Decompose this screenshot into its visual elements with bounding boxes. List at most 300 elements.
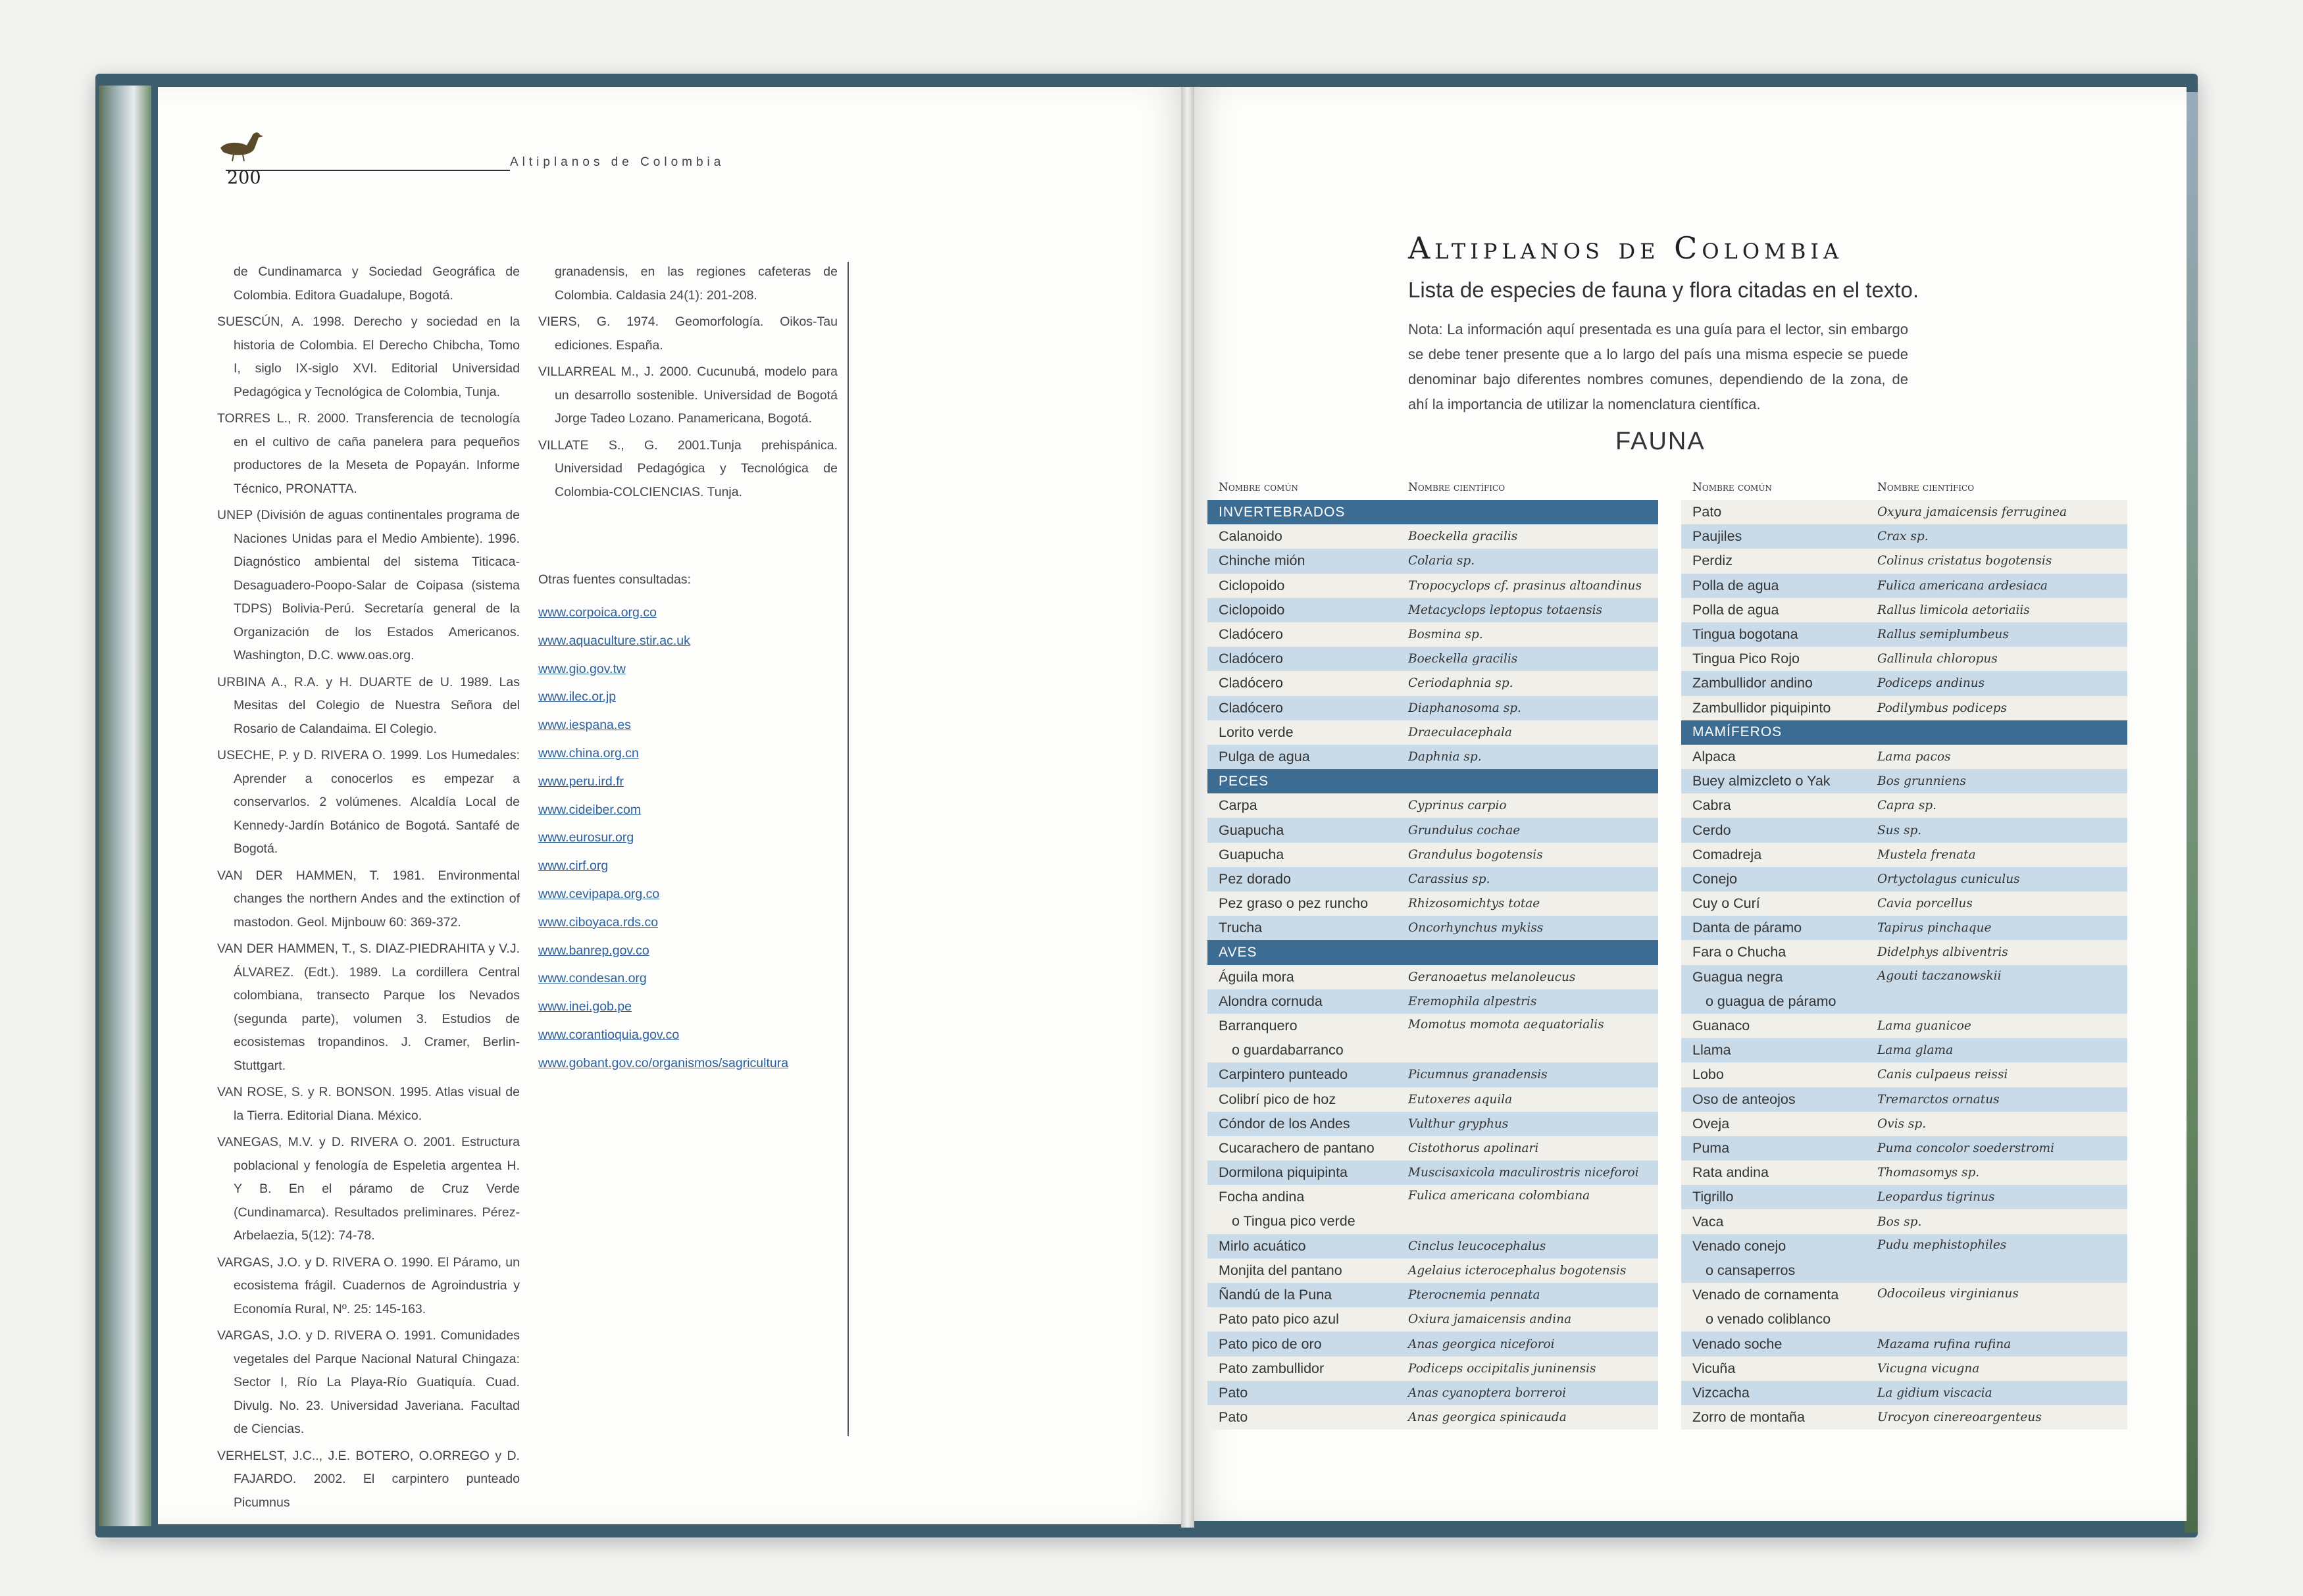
common-name-line: o cansaperros bbox=[1706, 1262, 1796, 1278]
common-name bbox=[1207, 1311, 1408, 1328]
common-name bbox=[1681, 944, 1877, 960]
section-heading: FAUNA bbox=[1615, 428, 1706, 455]
common-name bbox=[1681, 602, 1877, 618]
references-column-2 bbox=[538, 261, 838, 507]
source-link[interactable]: www.china.org.cn bbox=[538, 745, 639, 761]
common-name bbox=[1681, 920, 1877, 936]
common-name bbox=[1681, 651, 1877, 667]
cover-edge bbox=[2185, 92, 2198, 1533]
common-name-line: Colibrí pico de hoz bbox=[1219, 1091, 1336, 1107]
reference-entry: VARGAS, J.O. y D. RIVERA O. 1990. El Páramo, un ecosistema frágil. Cuadernos de Agroindustria y Economía Rural, Nº. 25: 145-163. bbox=[217, 1255, 520, 1316]
common-name-line: Venado conejo bbox=[1692, 1237, 1786, 1254]
reference-entry: VILLARREAL M., J. 2000. Cucunubá, modelo para un desarrollo sostenible. Universidad de Bogotá Jorge Tadeo Lozano. Panamericana, Bogotá. bbox=[538, 364, 838, 426]
scientific-name: Podiceps occipitalis juninensis bbox=[1408, 1361, 1596, 1376]
scientific-name: Momotus momota aequatorialis bbox=[1408, 1017, 1604, 1032]
common-name-line: Calanoido bbox=[1219, 528, 1282, 545]
table-row bbox=[1681, 745, 2127, 769]
common-name bbox=[1681, 553, 1877, 569]
source-link[interactable]: www.condesan.org bbox=[538, 971, 647, 986]
common-name bbox=[1207, 1185, 1408, 1234]
table-row bbox=[1681, 622, 2127, 647]
common-name bbox=[1207, 993, 1408, 1010]
column-header-scientific: Nombre científico bbox=[1408, 481, 1506, 494]
table-row bbox=[1207, 720, 1658, 745]
reference-entry: VAN DER HAMMEN, T. 1981. Environmental changes the northern Andes and the extinction of mastodon. Geol. Mijnbouw 60: 369-372. bbox=[217, 868, 520, 930]
scientific-name: Mazama rufina rufina bbox=[1877, 1337, 2012, 1351]
table-row bbox=[1207, 1160, 1658, 1185]
table-row bbox=[1681, 1332, 2127, 1356]
common-name bbox=[1681, 1091, 1877, 1108]
common-name bbox=[1207, 969, 1408, 985]
source-link[interactable]: www.ilec.or.jp bbox=[538, 689, 617, 705]
table-row bbox=[1207, 1062, 1658, 1087]
sources-list bbox=[538, 599, 788, 1078]
common-name-line: Polla de agua bbox=[1692, 577, 1779, 593]
common-name-line: Focha andina bbox=[1219, 1189, 1305, 1205]
common-name-line: Llama bbox=[1692, 1042, 1731, 1059]
common-name-line: Fara o Chucha bbox=[1692, 944, 1786, 960]
common-name-line: Dormilona piquipinta bbox=[1219, 1164, 1348, 1181]
table-row bbox=[1681, 647, 2127, 671]
table-row bbox=[1207, 1259, 1658, 1283]
common-name bbox=[1207, 578, 1408, 594]
common-name-line: Carpa bbox=[1219, 797, 1257, 814]
table-row bbox=[1681, 867, 2127, 891]
table-row bbox=[1207, 891, 1658, 916]
scientific-name: Ceriodaphnia sp. bbox=[1408, 676, 1513, 691]
common-name-line: Cladócero bbox=[1219, 675, 1283, 691]
scientific-name: Canis culpaeus reissi bbox=[1877, 1068, 2008, 1082]
scientific-name: Boeckella gracilis bbox=[1408, 652, 1518, 666]
common-name bbox=[1207, 724, 1408, 741]
book-gutter bbox=[1181, 87, 1194, 1528]
references-column-1 bbox=[217, 261, 520, 1518]
page-subtitle: Lista de especies de fauna y flora citadas en el texto. bbox=[1408, 278, 1919, 302]
common-name-line: Alondra cornuda bbox=[1219, 993, 1323, 1009]
table-row bbox=[1207, 1087, 1658, 1112]
common-name-line: Mirlo acuático bbox=[1219, 1237, 1306, 1254]
common-name bbox=[1207, 553, 1408, 569]
common-name bbox=[1207, 1409, 1408, 1426]
scientific-name: Cinclus leucocephalus bbox=[1408, 1239, 1546, 1253]
common-name bbox=[1207, 528, 1408, 545]
table-row bbox=[1681, 1283, 2127, 1332]
scientific-name: Picumnus granadensis bbox=[1408, 1068, 1548, 1082]
common-name bbox=[1207, 1238, 1408, 1255]
common-name-line: o guagua de páramo bbox=[1706, 993, 1836, 1009]
table-row bbox=[1681, 1357, 2127, 1381]
scientific-name: Metacyclops leptopus totaensis bbox=[1408, 603, 1603, 617]
common-name bbox=[1681, 1164, 1877, 1181]
table-row bbox=[1207, 1381, 1658, 1405]
scientific-name: Fulica americana ardesiaca bbox=[1877, 578, 2048, 593]
scientific-name: Geranoaetus melanoleucus bbox=[1408, 970, 1576, 984]
common-name-line: Lobo bbox=[1692, 1066, 1724, 1083]
category-row bbox=[1681, 720, 2127, 745]
table-row bbox=[1681, 524, 2127, 549]
common-name-line: Carpintero punteado bbox=[1219, 1066, 1348, 1083]
common-name-line: Tigrillo bbox=[1692, 1189, 1734, 1205]
reference-entry: VARGAS, J.O. y D. RIVERA O. 1991. Comunidades vegetales del Parque Nacional Natural Chingaza: Sector I, Río La Playa-Río Guatiquía. Cuad. Divulg. No. 23. Universidad Javeriana. Facultad de Ciencias. bbox=[217, 1328, 520, 1436]
common-name bbox=[1207, 626, 1408, 643]
common-name bbox=[1207, 920, 1408, 936]
common-name bbox=[1207, 1140, 1408, 1157]
source-link[interactable]: www.iespana.es bbox=[538, 718, 631, 733]
scientific-name: Oxyura jamaicensis ferruginea bbox=[1877, 505, 2067, 520]
scientific-name: Cistothorus apolinari bbox=[1408, 1141, 1539, 1155]
common-name-line: o venado coliblanco bbox=[1706, 1311, 1831, 1328]
common-name bbox=[1681, 1042, 1877, 1059]
common-name-line: Ñandú de la Puna bbox=[1219, 1287, 1332, 1303]
table-row bbox=[1681, 891, 2127, 916]
source-link[interactable]: www.corpoica.org.co bbox=[538, 605, 657, 620]
table-row bbox=[1681, 769, 2127, 793]
scientific-name: Colinus cristatus bogotensis bbox=[1877, 554, 2052, 568]
table-row bbox=[1207, 622, 1658, 647]
table-row bbox=[1681, 916, 2127, 940]
scientific-name: Boeckella gracilis bbox=[1408, 530, 1518, 544]
scientific-name: Oxiura jamaicensis andina bbox=[1408, 1312, 1572, 1327]
common-name bbox=[1681, 1066, 1877, 1083]
scientific-name: Diaphanosoma sp. bbox=[1408, 701, 1521, 715]
table-row bbox=[1207, 1357, 1658, 1381]
common-name bbox=[1207, 749, 1408, 765]
table-row bbox=[1681, 574, 2127, 598]
source-link[interactable]: www.gobant.gov.co/organismos/sagricultura bbox=[538, 1055, 789, 1070]
scientific-name: Anas georgica spinicauda bbox=[1408, 1410, 1567, 1425]
table-row bbox=[1681, 1014, 2127, 1038]
common-name-line: Rata andina bbox=[1692, 1164, 1769, 1181]
scientific-name: Cyprinus carpio bbox=[1408, 799, 1507, 813]
table-row bbox=[1207, 1185, 1658, 1234]
common-name-line: Zorro de montaña bbox=[1692, 1409, 1805, 1426]
scientific-name: Muscisaxicola maculirostris niceforoi bbox=[1408, 1166, 1639, 1180]
table-row bbox=[1681, 818, 2127, 842]
common-name-line: Zambullidor piquipinto bbox=[1692, 699, 1831, 716]
table-row bbox=[1681, 1381, 2127, 1405]
common-name-line: Monjita del pantano bbox=[1219, 1262, 1342, 1278]
common-name-line: Chinche mión bbox=[1219, 553, 1305, 569]
common-name-line: Pulga de agua bbox=[1219, 748, 1310, 764]
table-row bbox=[1207, 843, 1658, 867]
common-name bbox=[1207, 602, 1408, 618]
scientific-name: Odocoileus virginianus bbox=[1877, 1287, 2019, 1301]
common-name bbox=[1681, 895, 1877, 912]
common-name bbox=[1681, 965, 1877, 1014]
scientific-name: Eremophila alpestris bbox=[1408, 994, 1537, 1009]
scientific-name: Tropocyclops cf. prasinus altoandinus bbox=[1408, 578, 1642, 593]
common-name-line: Guagua negra bbox=[1692, 968, 1783, 985]
reference-entry: VERHELST, J.C.., J.E. BOTERO, O.ORREGO y D. FAJARDO. 2002. El carpintero punteado Picumnus bbox=[217, 1448, 520, 1510]
source-link[interactable]: www.cirf.org bbox=[538, 859, 609, 874]
common-name bbox=[1207, 822, 1408, 839]
common-name-line: Paujiles bbox=[1692, 528, 1742, 545]
common-name bbox=[1207, 1066, 1408, 1083]
scientific-name: Lama glama bbox=[1877, 1043, 1954, 1058]
table-row bbox=[1681, 671, 2127, 695]
table-row bbox=[1681, 696, 2127, 720]
common-name-line: Venado soche bbox=[1692, 1335, 1783, 1352]
table-header bbox=[1681, 475, 2127, 500]
scientific-name: Leopardus tigrinus bbox=[1877, 1190, 1995, 1205]
common-name bbox=[1681, 1234, 1877, 1283]
page-title: Altiplanos de Colombia bbox=[1408, 230, 1844, 266]
scientific-name: Vulthur gryphus bbox=[1408, 1116, 1509, 1131]
table-row bbox=[1681, 1185, 2127, 1209]
source-link[interactable]: www.banrep.gov.co bbox=[538, 943, 649, 958]
reference-entry: USECHE, P. y D. RIVERA O. 1999. Los Humedales: Aprender a conocerlos es empezar a conservarlos. 2 volúmenes. Alcaldía Local de Kennedy-Jardín Botánico de Bogotá. Santafé de Bogotá. bbox=[217, 748, 520, 856]
scientific-name: Bosmina sp. bbox=[1408, 628, 1483, 642]
table-row bbox=[1207, 1112, 1658, 1136]
table-row bbox=[1207, 1014, 1658, 1062]
table-row bbox=[1207, 1283, 1658, 1307]
source-link[interactable]: www.inei.gob.pe bbox=[538, 999, 632, 1014]
reference-entry: VIERS, G. 1974. Geomorfología. Oikos-Tau ediciones. España. bbox=[538, 314, 838, 353]
scientific-name: Draeculacephala bbox=[1408, 725, 1512, 739]
source-link[interactable]: www.gio.gov.tw bbox=[538, 661, 626, 676]
common-name-line: Ciclopoido bbox=[1219, 601, 1285, 618]
scientific-name: Carassius sp. bbox=[1408, 872, 1490, 886]
scientific-name: Bos sp. bbox=[1877, 1214, 1922, 1229]
table-row bbox=[1207, 965, 1658, 989]
common-name-line: Vaca bbox=[1692, 1213, 1724, 1230]
reference-entry: VILLATE S., G. 2001.Tunja prehispánica. Universidad Pedagógica y Tecnológica de Colombia-COLCIENCIAS. Tunja. bbox=[538, 437, 838, 499]
source-link[interactable]: www.peru.ird.fr bbox=[538, 774, 624, 789]
scientific-name: Crax sp. bbox=[1877, 530, 1929, 544]
table-row bbox=[1681, 549, 2127, 573]
common-name bbox=[1681, 797, 1877, 814]
species-table-1 bbox=[1207, 475, 1658, 1430]
scientific-name: Gallinula chloropus bbox=[1877, 652, 1998, 666]
common-name bbox=[1207, 1014, 1408, 1062]
category-label: PECES bbox=[1219, 773, 1269, 789]
column-rule bbox=[848, 262, 849, 1436]
common-name-line: Águila mora bbox=[1219, 968, 1294, 985]
common-name bbox=[1681, 1116, 1877, 1132]
reference-entry: URBINA A., R.A. y H. DUARTE de U. 1989. Las Mesitas del Colegio de Nuestra Señora del Rosario de Calandaima. El Colegio. bbox=[217, 674, 520, 736]
common-name-line: Guapucha bbox=[1219, 822, 1284, 838]
scientific-name: La gidium viscacia bbox=[1877, 1385, 1992, 1400]
scientific-name: Pudu mephistophiles bbox=[1877, 1237, 2007, 1252]
scientific-name: Pterocnemia pennata bbox=[1408, 1288, 1540, 1303]
common-name bbox=[1207, 1360, 1408, 1377]
common-name bbox=[1681, 847, 1877, 863]
common-name bbox=[1681, 1360, 1877, 1377]
scientific-name: Cavia porcellus bbox=[1877, 897, 1973, 911]
common-name bbox=[1207, 1385, 1408, 1401]
table-row bbox=[1681, 1112, 2127, 1136]
common-name bbox=[1207, 1164, 1408, 1181]
common-name-line: Oso de anteojos bbox=[1692, 1091, 1796, 1107]
table-row bbox=[1681, 1209, 2127, 1234]
common-name-line: Venado de cornamenta bbox=[1692, 1287, 1839, 1303]
common-name-line: Cóndor de los Andes bbox=[1219, 1115, 1350, 1132]
common-name bbox=[1681, 675, 1877, 691]
table-row bbox=[1681, 500, 2127, 524]
common-name-line: Conejo bbox=[1692, 870, 1738, 887]
page-edges bbox=[99, 86, 151, 1526]
table-row bbox=[1207, 1405, 1658, 1430]
common-name-line: Cucarachero de pantano bbox=[1219, 1139, 1375, 1156]
scientific-name: Mustela frenata bbox=[1877, 847, 1976, 862]
table-row bbox=[1207, 867, 1658, 891]
scientific-name: Lama pacos bbox=[1877, 749, 1951, 764]
table-row bbox=[1207, 989, 1658, 1014]
common-name bbox=[1681, 1336, 1877, 1353]
table-row bbox=[1207, 916, 1658, 940]
source-link[interactable]: www.ciboyaca.rds.co bbox=[538, 914, 659, 930]
common-name-line: Buey almizcleto o Yak bbox=[1692, 773, 1831, 789]
table-row bbox=[1681, 1087, 2127, 1112]
page-number: 200 bbox=[227, 168, 261, 188]
common-name-line: Alpaca bbox=[1692, 748, 1736, 764]
common-name-line: Pato bbox=[1219, 1409, 1248, 1426]
column-header-scientific: Nombre científico bbox=[1877, 481, 1975, 494]
common-name-line: o Tingua pico verde bbox=[1232, 1213, 1355, 1230]
table-row bbox=[1207, 1307, 1658, 1332]
scientific-name: Anas cyanoptera borreroi bbox=[1408, 1385, 1567, 1400]
scientific-name: Rallus limicola aetoriaiis bbox=[1877, 603, 2030, 617]
table-row bbox=[1207, 574, 1658, 598]
table-row bbox=[1207, 696, 1658, 720]
common-name bbox=[1207, 847, 1408, 863]
common-name-line: Cladócero bbox=[1219, 651, 1283, 667]
common-name-line: Vicuña bbox=[1692, 1360, 1736, 1376]
scientific-name: Oncorhynchus mykiss bbox=[1408, 921, 1544, 935]
common-name bbox=[1681, 1409, 1877, 1426]
table-row bbox=[1207, 1332, 1658, 1356]
table-row bbox=[1681, 940, 2127, 964]
common-name-line: Cladócero bbox=[1219, 699, 1283, 716]
common-name bbox=[1681, 749, 1877, 765]
table-row bbox=[1681, 1234, 2127, 1283]
scientific-name: Tremarctos ornatus bbox=[1877, 1092, 2000, 1107]
common-name-line: Pez dorado bbox=[1219, 870, 1291, 887]
table-row bbox=[1681, 1062, 2127, 1087]
table-row bbox=[1207, 818, 1658, 842]
scientific-name: Daphnia sp. bbox=[1408, 749, 1482, 764]
common-name-line: Vizcacha bbox=[1692, 1384, 1750, 1401]
common-name bbox=[1681, 504, 1877, 520]
table-row bbox=[1207, 647, 1658, 671]
scientific-name: Vicugna vicugna bbox=[1877, 1361, 1980, 1376]
common-name bbox=[1681, 1385, 1877, 1401]
source-link[interactable]: www.cevipapa.org.co bbox=[538, 886, 660, 901]
table-row bbox=[1207, 598, 1658, 622]
reference-entry: UNEP (División de aguas continentales programa de Naciones Unidas para el Medio Ambiente). 1996. Diagnóstico ambiental del sistema Titicaca-Desaguadero-Poopo-Salar de Coipasa (sistema TDPS) Bolivia-Perú. Secretaría general de la Organización de los Estados Americanos. Washington, D.C. www.oas.org. bbox=[217, 508, 520, 662]
scientific-name: Urocyon cinereoargenteus bbox=[1877, 1410, 2042, 1425]
table-row bbox=[1681, 1136, 2127, 1160]
common-name-line: Cuy o Curí bbox=[1692, 895, 1760, 912]
scientific-name: Podiceps andinus bbox=[1877, 676, 1985, 691]
table-row bbox=[1681, 1160, 2127, 1185]
table-row bbox=[1681, 1405, 2127, 1430]
common-name bbox=[1207, 797, 1408, 814]
table-row bbox=[1207, 1136, 1658, 1160]
common-name-line: Zambullidor andino bbox=[1692, 675, 1813, 691]
scientific-name: Colaria sp. bbox=[1408, 554, 1475, 568]
scientific-name: Grundulus cochae bbox=[1408, 823, 1521, 837]
source-link[interactable]: www.corantioquia.gov.co bbox=[538, 1027, 680, 1042]
sources-title: Otras fuentes consultadas: bbox=[538, 572, 691, 587]
common-name bbox=[1207, 1287, 1408, 1303]
source-link[interactable]: www.eurosur.org bbox=[538, 830, 634, 845]
common-name-line: Tingua bogotana bbox=[1692, 626, 1798, 643]
scientific-name: Rhizosomichtys totae bbox=[1408, 897, 1540, 911]
common-name bbox=[1207, 700, 1408, 716]
table-header bbox=[1207, 475, 1658, 500]
common-name-line: Pato pato pico azul bbox=[1219, 1311, 1339, 1328]
table-row bbox=[1681, 598, 2127, 622]
column-header-common: Nombre común bbox=[1692, 481, 1772, 494]
common-name bbox=[1681, 1214, 1877, 1230]
reference-entry: VANEGAS, M.V. y D. RIVERA O. 2001. Estructura poblacional y fenología de Espeletia argentea H. Y B. En el páramo de Cruz Verde (Cundinamarca). Resultados preliminares. Pérez-Arbelaezia, 5(12): 74-78. bbox=[217, 1135, 520, 1243]
source-link[interactable]: www.cideiber.com bbox=[538, 802, 642, 817]
table-row bbox=[1681, 793, 2127, 818]
common-name bbox=[1681, 1189, 1877, 1205]
duck-logo-icon bbox=[214, 122, 266, 162]
scientific-name: Ortyctolagus cuniculus bbox=[1877, 872, 2020, 886]
common-name bbox=[1207, 1262, 1408, 1279]
scientific-name: Fulica americana colombiana bbox=[1408, 1189, 1590, 1203]
scientific-name: Capra sp. bbox=[1877, 799, 1936, 813]
common-name-line: Danta de páramo bbox=[1692, 920, 1802, 936]
reference-entry: granadensis, en las regiones cafeteras de Colombia. Caldasia 24(1): 201-208. bbox=[555, 264, 838, 303]
common-name bbox=[1207, 871, 1408, 887]
common-name-line: Lorito verde bbox=[1219, 724, 1294, 740]
common-name-line: Guanaco bbox=[1692, 1018, 1750, 1034]
scientific-name: Anas georgica niceforoi bbox=[1408, 1337, 1555, 1351]
common-name-line: Perdiz bbox=[1692, 553, 1733, 569]
scientific-name: Sus sp. bbox=[1877, 823, 1922, 837]
common-name bbox=[1681, 528, 1877, 545]
common-name-line: Ciclopoido bbox=[1219, 577, 1285, 593]
common-name bbox=[1681, 578, 1877, 594]
table-row bbox=[1681, 965, 2127, 1014]
common-name-line: Pato pico de oro bbox=[1219, 1335, 1322, 1352]
scientific-name: Ovis sp. bbox=[1877, 1116, 1927, 1131]
scientific-name: Puma concolor soederstromi bbox=[1877, 1141, 2055, 1155]
page-note: Nota: La información aquí presentada es una guía para el lector, sin embargo se debe tener presente que a lo largo del país una misma especie se puede denominar bajo diferentes nombres comunes, dependiendo de la zona, de ahí la importancia de utilizar la nomenclatura científica. bbox=[1408, 321, 1908, 412]
common-name-line: Cladócero bbox=[1219, 626, 1283, 643]
running-head: Altiplanos de Colombia bbox=[510, 155, 725, 169]
table-row bbox=[1207, 793, 1658, 818]
scientific-name: Agouti taczanowskii bbox=[1877, 968, 2002, 983]
common-name-line: Pato bbox=[1219, 1384, 1248, 1401]
common-name-line: Trucha bbox=[1219, 920, 1263, 936]
table-row bbox=[1681, 843, 2127, 867]
table-row bbox=[1207, 1234, 1658, 1259]
common-name bbox=[1207, 1116, 1408, 1132]
common-name-line: Cerdo bbox=[1692, 822, 1731, 838]
scientific-name: Lama guanicoe bbox=[1877, 1019, 1971, 1034]
common-name bbox=[1681, 773, 1877, 789]
common-name-line: Comadreja bbox=[1692, 846, 1762, 862]
source-link[interactable]: www.aquaculture.stir.ac.uk bbox=[538, 633, 690, 648]
common-name-line: Cabra bbox=[1692, 797, 1731, 814]
common-name bbox=[1681, 700, 1877, 716]
category-label: INVERTEBRADOS bbox=[1219, 504, 1346, 520]
reference-entry: SUESCÚN, A. 1998. Derecho y sociedad en la historia de Colombia. El Derecho Chibcha, Tomo I, siglo IX-siglo XVI. Editorial Universidad Pedagógica y Tecnológica de Colombia, Tunja. bbox=[217, 314, 520, 399]
category-label: MAMÍFEROS bbox=[1692, 724, 1783, 740]
scientific-name: Thomasomys sp. bbox=[1877, 1166, 1980, 1180]
scientific-name: Podilymbus podiceps bbox=[1877, 701, 2008, 715]
common-name-line: Oveja bbox=[1692, 1115, 1730, 1132]
scientific-name: Grandulus bogotensis bbox=[1408, 847, 1543, 862]
species-table-2 bbox=[1681, 475, 2127, 1430]
reference-entry: VAN DER HAMMEN, T., S. DIAZ-PIEDRAHITA y V.J. ÁLVAREZ. (Edt.). 1989. La cordillera Central colombiana, transecto Parque los Nevados (segunda parte), volumen 3. Estudios de ecosistemas tropandinos. J. Cramer, Berlin-Stuttgart. bbox=[217, 941, 520, 1073]
category-row bbox=[1207, 500, 1658, 524]
